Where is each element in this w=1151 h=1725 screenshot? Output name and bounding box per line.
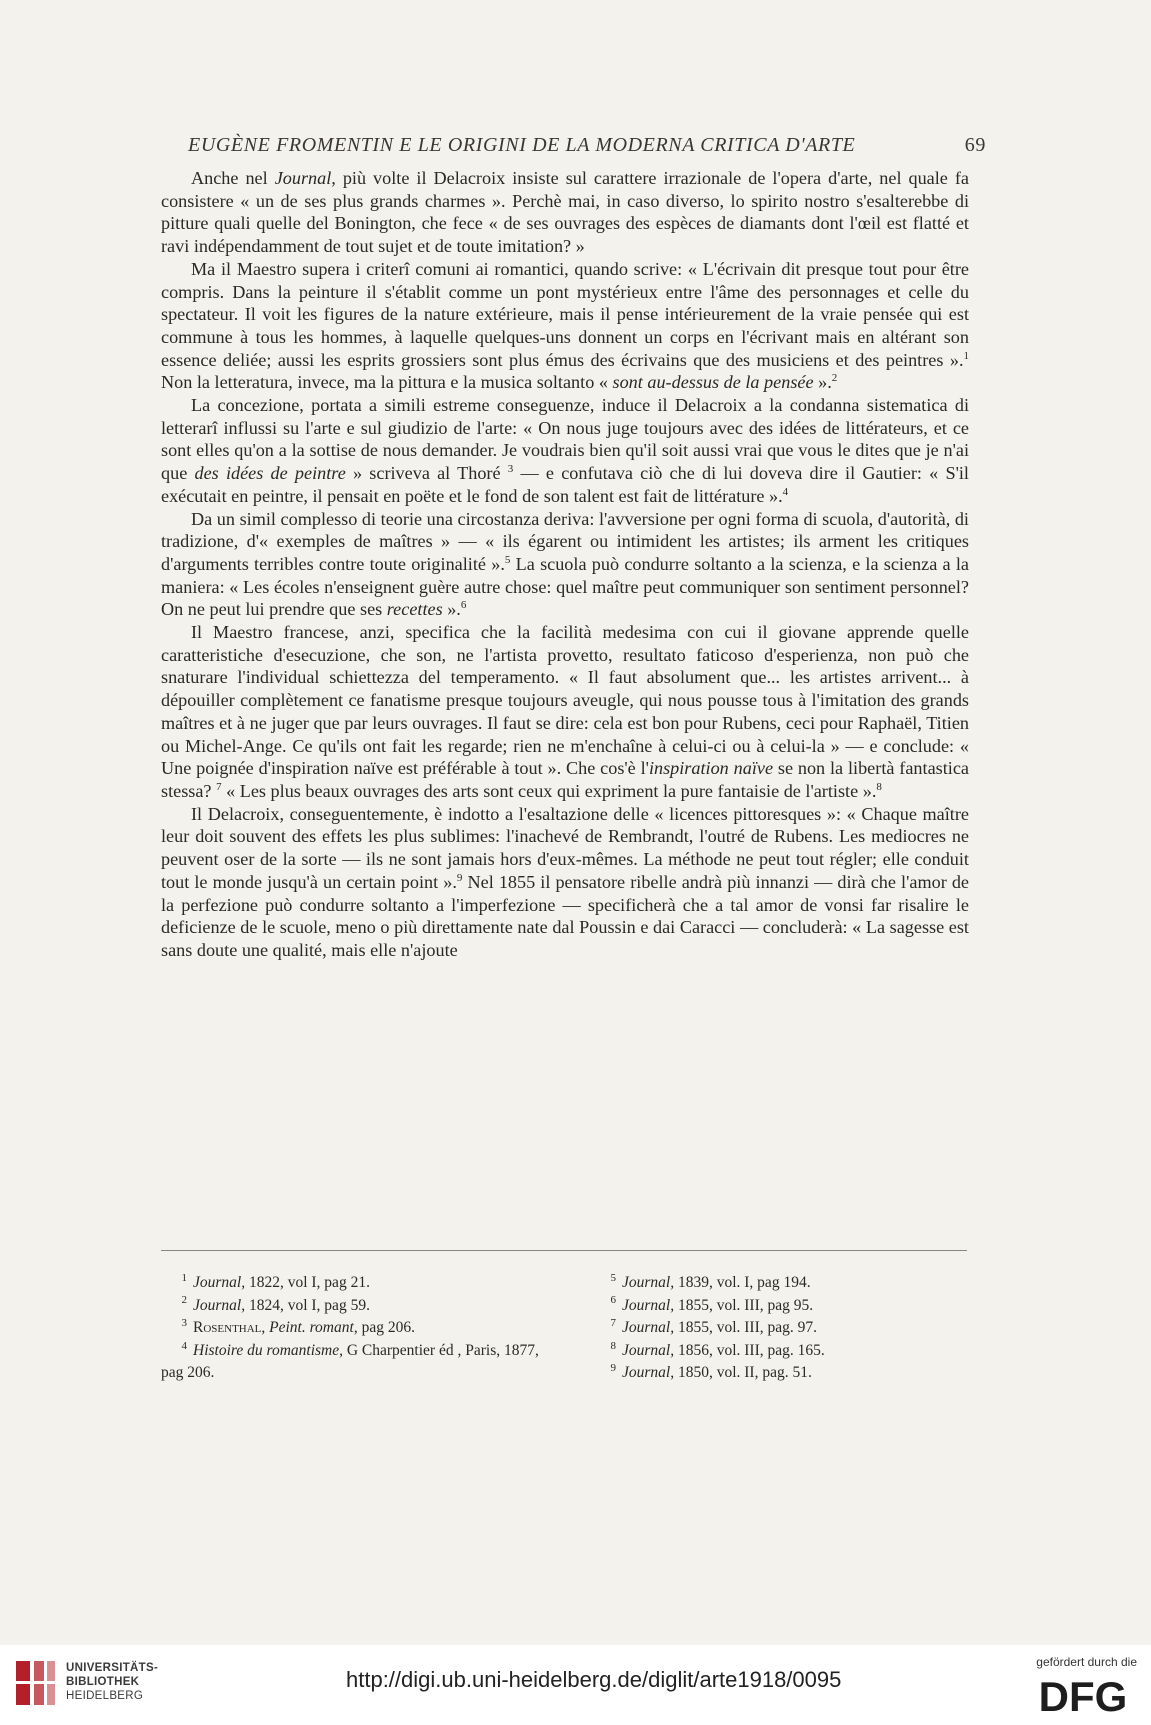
footnote-ref: 7 xyxy=(216,780,222,793)
footnote-7: 7 Journal, 1855, vol. III, pag. 97. xyxy=(610,1317,818,1337)
paragraph-1: Anche nel Journal, più volte il Delacroix insiste sul carattere irrazionale de l'opera d'arte, nel quale fa consistere « un de ses plus grands charmes ». Perchè mai, in caso diverso, lo spirito nostro s'esalterebbe di pitture quali quelle del Bonington, che fece « de ses ouvrages des espèces de diamants dont l'œil est flatté et ravi indépendamment de tout sujet et de toute imitation? » xyxy=(161,168,970,257)
running-title: EUGÈNE FROMENTIN E LE ORIGINI DE LA MODERNA CRITICA D'ARTE xyxy=(188,134,856,156)
paragraph-5: Il Maestro francese, anzi, specifica che la facilità medesima con cui il giovane apprende quelle caratteristiche d'esecuzione, che son, ne l'artista provetto, resultato faticoso d'esperienza, non può che snaturare l'individual schiettezza del temperamento. « Il faut absolument que... les artistes arrivent... à dépouiller complètement ce fanatisme presque toujours aveugle, qui nous pousse tous à l'imitation des grands maîtres et à ne juger que par leurs ouvrages. Il faut se dire: cela est bon pour Rubens, ceci pour Raphaël, Titien ou Michel-Ange. Ce qu'ils ont fait les regarde; rien ne m'enchaîne à celui-ci ou à celui-la » — e conclude: « Une poignée d'inspiration naïve est préférable à tout ». Che cos'è l'inspiration naïve se non la libertà fantastica stessa? $^7$ « Les plus beaux ouvrages des arts sont ceux qui expriment la pure fantaisie de l'artiste ».$^8$ xyxy=(161,622,969,801)
footnote-ref: 5 xyxy=(504,553,511,566)
footnote-4: 4 Histoire du romantisme, G Charpentier éd , Paris, 1877, pag 206. xyxy=(161,1339,539,1382)
footnote-6: 6 Journal, 1855, vol. III, pag 95. xyxy=(610,1294,814,1314)
footnote-5: 5 Journal, 1839, vol. I, pag 194. xyxy=(610,1271,811,1291)
footnote-rule xyxy=(161,1250,967,1251)
footnote-2: 2 Journal, 1824, vol I, pag 59. xyxy=(181,1294,370,1314)
permalink-url[interactable]: http://digi.ub.uni-heidelberg.de/diglit/arte1918/0095 xyxy=(346,1667,842,1692)
dfg-logo-text: DFG xyxy=(1038,1675,1128,1715)
body-text xyxy=(161,167,969,962)
library-name: UNIVERSITÄTS- BIBLIOTHEK HEIDELBERG xyxy=(66,1662,159,1702)
footnote-ref: 1 xyxy=(963,349,969,362)
footnote-ref: 4 xyxy=(782,485,789,498)
footnote-8: 8 Journal, 1856, vol. III, pag. 165. xyxy=(610,1339,825,1359)
footnote-ref: 9 xyxy=(456,871,463,884)
page-number: 69 xyxy=(964,134,986,156)
university-library-logo-icon xyxy=(14,1657,58,1709)
footnote-ref: 6 xyxy=(460,599,467,612)
paragraph-3: La concezione, portata a simili estreme conseguenze, induce il Delacroix a la condanna sistematica di letterarî influssi su l'arte e sul giudizio de l'arte: « On nous juge toujours avec des idées de littérateurs, et ce sont elles qu'on a la sottise de nous demander. Je voudrais bien qu'il soit aussi vrai que vous le dites que je n'ai que des idées de peintre » scriveva al Thoré $^3$ — e confutava ciò che di lui doveva dire il Gautier: « S'il exécutait en peintre, il pensait en poëte et le fond de son talent est fait de littérature ».$^4$ xyxy=(161,395,969,506)
footnotes-right xyxy=(590,1272,970,1385)
dfg-logo-icon xyxy=(1031,1675,1135,1715)
footnote-ref: 8 xyxy=(876,780,882,793)
footnotes-left xyxy=(161,1272,541,1385)
paragraph-2: Ma il Maestro supera i criterî comuni ai romantici, quando scrive: « L'écrivain dit presque tout pour être compris. Dans la peinture il s'établit comme un pont mystérieux entre l'âme des personnages et celle du spectateur. Il voit les figures de la nature extérieure, mais il pense intérieurement de la vraie pensée qui est commune à tous les hommes, à laquelle quelques-uns donnent un corps en l'écrivant mais en altérant son essence deliée; aussi les esprits grossiers sont plus émus des écrivains que des musiciens et des peintres ».$^1$ Non la letteratura, invece, ma la pittura e la musica soltanto « sont au-dessus de la pensée ».$^2$ xyxy=(161,258,969,393)
footnote-1: 1 Journal, 1822, vol I, pag 21. xyxy=(181,1271,370,1291)
footnote-ref: 2 xyxy=(831,372,838,385)
viewer-footer xyxy=(0,1645,1151,1725)
footnote-3: 3 Rosenthal, Peint. romant, pag 206. xyxy=(181,1317,415,1337)
paragraph-6: Il Delacroix, conseguentemente, è indotto a l'esaltazione delle « licences pittoresques »: « Chaque maître leur doit souvent des effets les plus sublimes: l'inachevé de Rembrandt, l'outré de Rubens. Les mediocres ne peuvent oser de la sorte — ils ne sont jamais hors d'eux-mêmes. La méthode ne peut tout régler; elle conduit tout le monde jusqu'à un certain point ».$^9$ Nel 1855 il pensatore ribelle andrà più innanzi — dirà che l'amor de la perfezione può condurre soltanto a l'imperfezione — specificherà che a tal amor de vonsi far risalire le deficienze de le scuole, meno o più direttamente nate dal Poussin e dai Caracci — concluderà: « La sagesse est sans doute une qualité, mais elle n'ajoute xyxy=(161,803,969,960)
footnote-ref: 3 xyxy=(507,463,514,476)
footnote-9: 9 Journal, 1850, vol. II, pag. 51. xyxy=(610,1362,812,1382)
paragraph-4: Da un simil complesso di teorie una circostanza deriva: l'avversione per ogni forma di scuola, d'autorità, di tradizione, d'« exemples de maîtres » — « ils égarent ou intimident les artistes; ils arment les critiques d'arguments terribles contre toute originalité ».$^5$ La scuola può condurre soltanto a la scienza, e la scienza a la maniera: « Les écoles n'enseignent guère autre chose: quel maître peut communiquer son sentiment personnel? On ne peut lui prendre que ses recettes ».$^6$ xyxy=(161,508,970,620)
funding-label: gefördert durch die xyxy=(1036,1655,1137,1669)
